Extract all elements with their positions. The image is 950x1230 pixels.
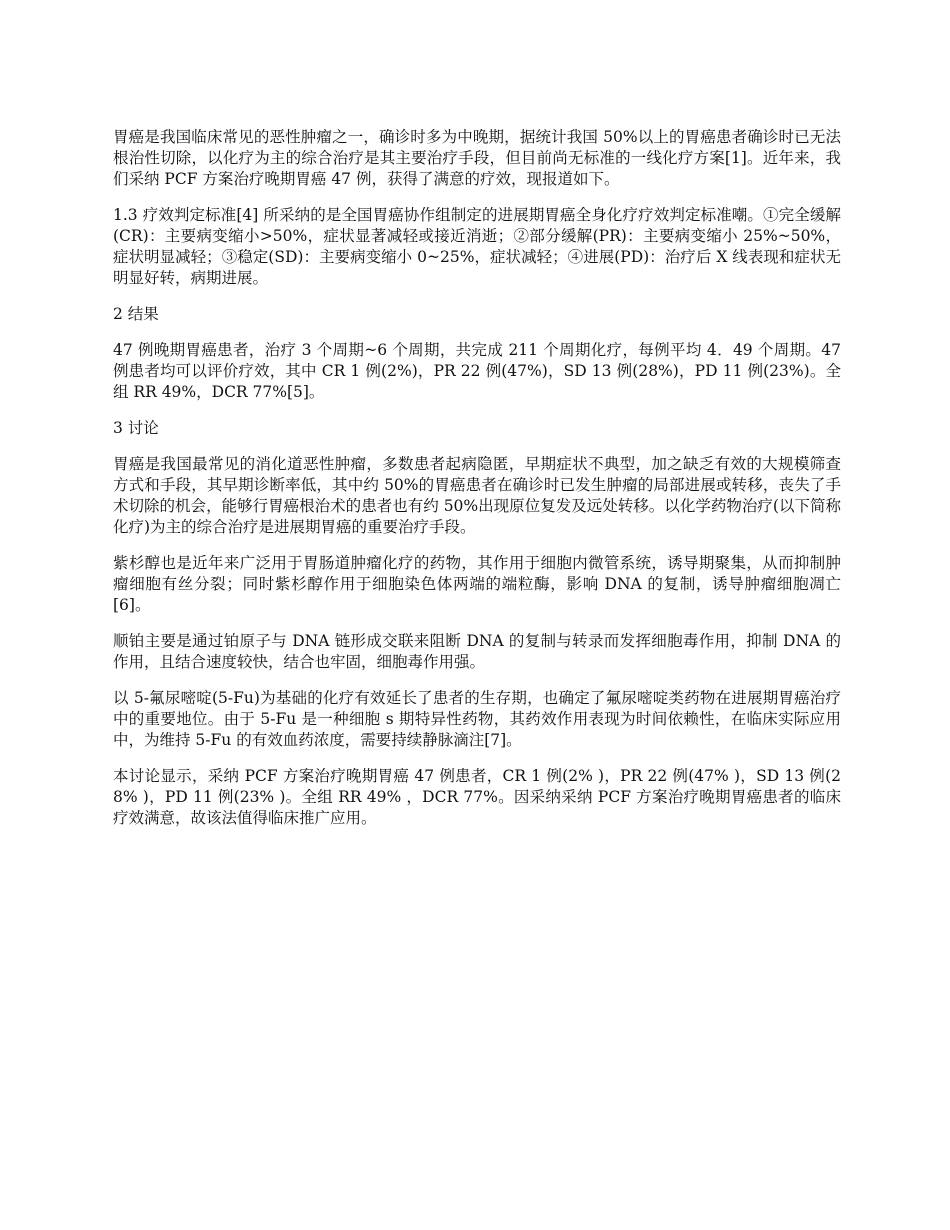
paragraph-discussion-5fu: 以 5-氟尿嘧啶(5-Fu)为基础的化疗有效延长了患者的生存期，也确定了氟尿嘧啶类药物在进展期胃癌治疗中的重要地位。由于 5-Fu 是一种细胞 s 期特异性药物，其药效作用表现为时间依赖性，在临床实际应用中，为维持 5-Fu 的有效血药浓度，需要持续静脉滴注[7]。 (113, 689, 841, 749)
document-body (113, 127, 841, 844)
paragraph-results: 47 例晚期胃癌患者，治疗 3 个周期~6 个周期，共完成 211 个周期化疗，每例平均 4．49 个周期。47 例患者均可以评价疗效，其中 CR 1 例(2%)，PR 22 例(47%)，SD 13 例(28%)，PD 11 例(23%)。全组 RR 49%，DCR 77%[5]。 (113, 341, 841, 401)
paragraph-intro: 胃癌是我国临床常见的恶性肿瘤之一，确诊时多为中晚期，据统计我国 50%以上的胃癌患者确诊时已无法根治性切除，以化疗为主的综合治疗是其主要治疗手段，但目前尚无标准的一线化疗方案[1]。近年来，我们采纳 PCF 方案治疗晚期胃癌 47 例，获得了满意的疗效，现报道如下。 (113, 128, 841, 188)
paragraph-discussion-cisplatin: 顺铂主要是通过铂原子与 DNA 链形成交联来阻断 DNA 的复制与转录而发挥细胞毒作用，抑制 DNA 的作用，且结合速度较快，结合也牢固，细胞毒作用强。 (113, 632, 841, 671)
section-heading-discussion: 3 讨论 (113, 419, 159, 437)
paragraph-discussion-gastric-cancer: 胃癌是我国最常见的消化道恶性肿瘤，多数患者起病隐匿，早期症状不典型，加之缺乏有效的大规模筛查方式和手段，其早期诊断率低，其中约 50%的胃癌患者在确诊时已发生肿瘤的局部进展或转移，丧失了手术切除的机会，能够行胃癌根治术的患者也有约 50%出现原位复发及远处转移。以化学药物治疗(以下简称化疗)为主的综合治疗是进展期胃癌的重要治疗手段。 (113, 455, 841, 536)
paragraph-efficacy-criteria: 1.3 疗效判定标准[4] 所采纳的是全国胃癌协作组制定的进展期胃癌全身化疗疗效判定标准嘲。①完全缓解(CR)：主要病变缩小>50%，症状显著减轻或接近消逝；②部分缓解(PR)：主要病变缩小 25%~50%，症状明显减轻；③稳定(SD)：主要病变缩小 0~25%，症状减轻；④进展(PD)：治疗后 X 线表现和症状无明显好转，病期进展。 (113, 206, 841, 287)
paragraph-discussion-paclitaxel: 紫杉醇也是近年来广泛用于胃肠道肿瘤化疗的药物，其作用于细胞内微管系统，诱导期聚集，从而抑制肿瘤细胞有丝分裂；同时紫杉醇作用于细胞染色体两端的端粒酶，影响 DNA 的复制，诱导肿瘤细胞凋亡[6]。 (113, 554, 841, 614)
paragraph-conclusion: 本讨论显示，采纳 PCF 方案治疗晚期胃癌 47 例患者，CR 1 例(2% )，PR 22 例(47% )，SD 13 例(28% )，PD 11 例(23% )。全组 RR 49% ，DCR 77%。因采纳采纳 PCF 方案治疗晚期胃癌患者的临床疗效满意，故该法值得临床推广应用。 (113, 767, 841, 827)
section-heading-results: 2 结果 (113, 305, 159, 323)
